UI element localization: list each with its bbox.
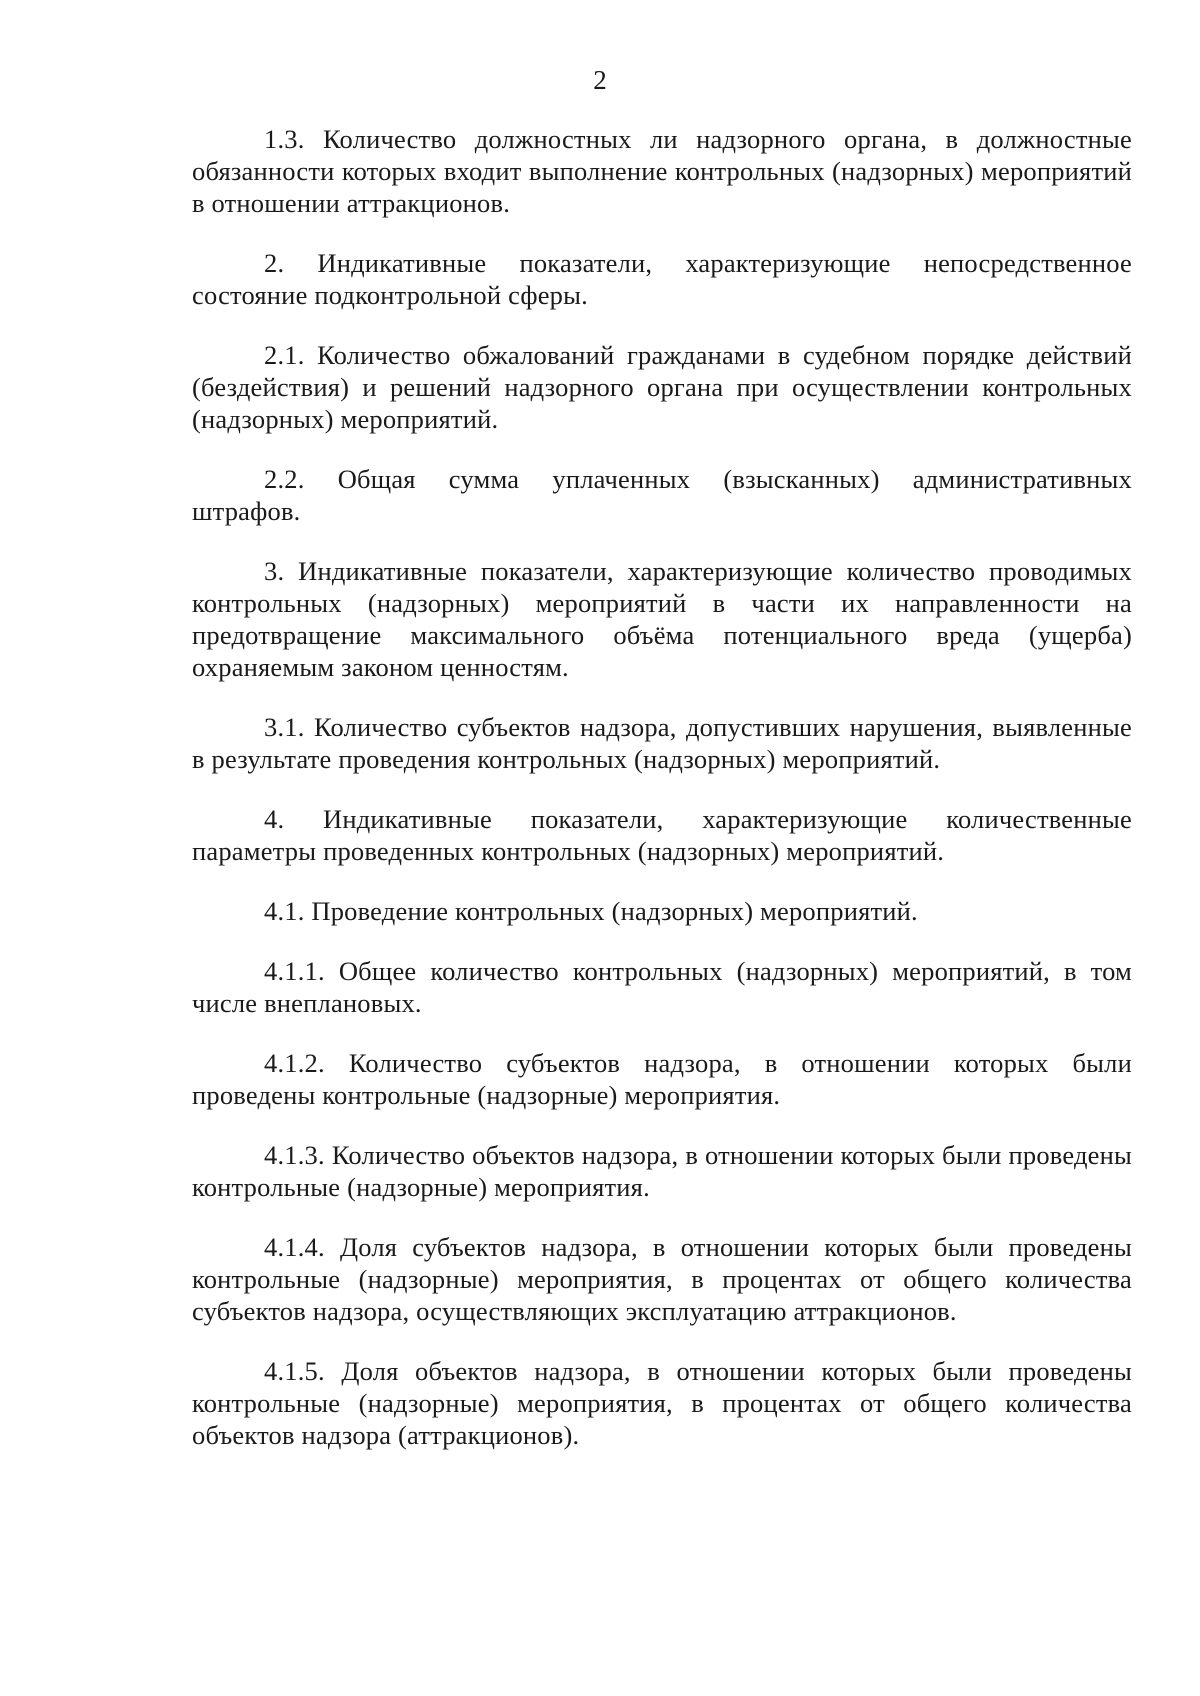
paragraph-text: Общая сумма уплаченных (взысканных) административных штрафов.	[192, 464, 1133, 526]
paragraph-text: Доля субъектов надзора, в отношении которых были проведены контрольные (надзорные) мероприятия, в процентах от общего количества субъектов надзора, осуществляющих эксплуатацию аттракционов.	[192, 1232, 1133, 1326]
document-body	[192, 123, 1132, 1479]
paragraph-text: Общее количество контрольных (надзорных) мероприятий, в том числе внеплановых.	[192, 956, 1133, 1018]
paragraph-text: Количество объектов надзора, в отношении которых были проведены контрольные (надзорные) мероприятия.	[192, 1140, 1133, 1202]
paragraph-1-3	[192, 123, 1132, 219]
paragraph-number: 1.3.	[264, 124, 305, 154]
paragraph-number: 4.1.2.	[264, 1048, 325, 1078]
paragraph-4-1-5	[192, 1355, 1132, 1451]
paragraph-text: Индикативные показатели, характеризующие количество проводимых контрольных (надзорных) мероприятий в части их направленности на предотвращение максимального объёма потенциального вреда (ущерба) охраняемым законом ценностям.	[192, 556, 1132, 682]
paragraph-text: Количество должностных ли надзорного органа, в должностные обязанности которых входит выполнение контрольных (надзорных) мероприятий в отношении аттракционов.	[192, 124, 1132, 218]
paragraph-text: Количество субъектов надзора, допустивших нарушения, выявленные в результате проведения контрольных (надзорных) мероприятий.	[192, 712, 1133, 774]
paragraph-3	[192, 555, 1132, 683]
paragraph-2	[192, 247, 1132, 311]
paragraph-number: 4.1.	[264, 896, 305, 926]
paragraph-number: 4.	[264, 804, 285, 834]
paragraph-4-1-2	[192, 1047, 1132, 1111]
paragraph-4	[192, 803, 1132, 867]
paragraph-text: Доля объектов надзора, в отношении которых были проведены контрольные (надзорные) мероприятия, в процентах от общего количества объектов надзора (аттракционов).	[192, 1356, 1133, 1450]
paragraph-number: 4.1.4.	[264, 1232, 325, 1262]
paragraph-2-1	[192, 339, 1132, 435]
paragraph-text: Количество субъектов надзора, в отношении которых были проведены контрольные (надзорные) мероприятия.	[192, 1048, 1132, 1110]
paragraph-number: 2.	[264, 248, 285, 278]
paragraph-text: Количество обжалований гражданами в судебном порядке действий (бездействия) и решений надзорного органа при осуществлении контрольных (надзорных) мероприятий.	[192, 340, 1133, 434]
paragraph-text: Проведение контрольных (надзорных) мероприятий.	[311, 896, 918, 926]
paragraph-text: Индикативные показатели, характеризующие непосредственное состояние подконтрольной сферы.	[192, 248, 1133, 310]
paragraph-4-1	[192, 895, 1132, 927]
paragraph-2-2	[192, 463, 1132, 527]
paragraph-number: 4.1.3.	[264, 1140, 325, 1170]
paragraph-number: 3.	[264, 556, 285, 586]
paragraph-4-1-3	[192, 1139, 1132, 1203]
paragraph-number: 2.2.	[264, 464, 305, 494]
page-number: 2	[593, 65, 607, 95]
paragraph-number: 4.1.1.	[264, 956, 325, 986]
paragraph-number: 2.1.	[264, 340, 305, 370]
paragraph-4-1-4	[192, 1231, 1132, 1327]
paragraph-3-1	[192, 711, 1132, 775]
paragraph-number: 4.1.5.	[264, 1356, 325, 1386]
paragraph-text: Индикативные показатели, характеризующие количественные параметры проведенных контрольных (надзорных) мероприятий.	[192, 804, 1132, 866]
paragraph-4-1-1	[192, 955, 1132, 1019]
paragraph-number: 3.1.	[264, 712, 305, 742]
